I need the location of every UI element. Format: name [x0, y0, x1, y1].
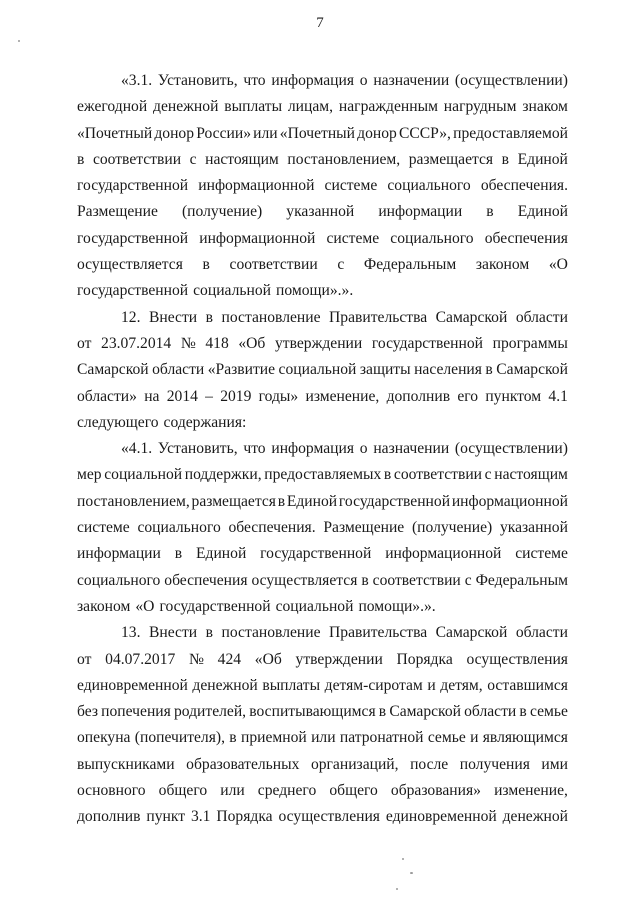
word: предоставляемой [453, 124, 568, 142]
word: настоящим [205, 150, 279, 168]
word: Самарской [435, 308, 508, 326]
word: указанной [286, 203, 355, 221]
word: Порядка [396, 650, 453, 668]
word: или [311, 729, 336, 747]
text-line [77, 515, 568, 541]
word: единовременной [77, 676, 188, 694]
text-line [77, 647, 568, 673]
word: в [277, 492, 286, 510]
text-line [77, 725, 568, 751]
word: денежной [192, 676, 258, 694]
word: что [243, 72, 266, 89]
word: Правительства [329, 624, 428, 642]
word: области [152, 361, 205, 379]
word: ими [541, 755, 568, 773]
paragraph-13 [77, 620, 568, 830]
word: выпускниками [77, 755, 175, 773]
word: с [464, 571, 472, 589]
word: Единой [517, 203, 568, 221]
word: утверждении [295, 650, 383, 668]
word: информации [378, 203, 463, 221]
word: образования» [390, 782, 481, 800]
word: мер [77, 466, 102, 484]
word: помощи».». [358, 597, 436, 615]
word: постановление [221, 624, 321, 642]
word: в [229, 729, 237, 747]
text-line [77, 331, 568, 357]
word: государственной [77, 229, 189, 247]
paragraph-4-1 [77, 436, 568, 620]
text-line [77, 699, 568, 725]
word: лицам, [287, 98, 334, 116]
word: выплаты [224, 98, 283, 116]
text-line [77, 568, 568, 594]
word: размещается [408, 150, 494, 168]
word: области» [77, 387, 137, 405]
text-line [77, 147, 568, 173]
word: и [470, 729, 479, 747]
word: в [205, 308, 214, 326]
word: в [174, 545, 183, 563]
word: соответствии [92, 150, 182, 168]
word: России» [196, 124, 251, 142]
paragraph-3-1 [77, 68, 568, 305]
word: изменение, [494, 782, 568, 800]
word: Федеральным [363, 256, 457, 274]
word: попечения [101, 703, 171, 721]
text-line [77, 778, 568, 804]
word: 3.1 [190, 808, 211, 826]
text-line [77, 384, 568, 410]
word: утверждении [274, 334, 363, 352]
word: Самарской [389, 703, 461, 721]
text-line [77, 121, 568, 147]
word: системе [326, 229, 380, 247]
word: обеспечения. [480, 177, 568, 195]
word: Внести [149, 624, 198, 642]
text-line [77, 673, 568, 699]
word: Правительства [329, 308, 428, 326]
word: системе [515, 545, 568, 563]
word: СССР», [398, 124, 451, 142]
word: или [253, 124, 278, 142]
word: соответствии [372, 571, 461, 589]
word: (получение) [181, 203, 263, 221]
word: (осуществлении) [454, 72, 568, 89]
word: и [427, 676, 436, 694]
word: Самарской [496, 361, 568, 379]
word: после [410, 755, 449, 773]
word: (попечителя), [134, 729, 225, 747]
word: нагрудным [443, 98, 517, 116]
text-line [77, 489, 568, 515]
word: на [144, 387, 160, 405]
word: 13. [121, 624, 141, 642]
word: назначении [373, 72, 450, 89]
word: социального [77, 571, 161, 589]
word: государственной [371, 334, 484, 352]
word: информационной [198, 177, 315, 195]
text-line [77, 462, 568, 488]
word: в [501, 150, 510, 168]
word: среднего [257, 782, 317, 800]
word: в [77, 150, 85, 168]
word: «3.1. [121, 72, 153, 89]
word: государственной [338, 492, 451, 510]
word: информации [77, 545, 161, 563]
text-line [77, 804, 568, 830]
document-body [77, 68, 568, 831]
word: осуществления [466, 650, 568, 668]
word: Самарской [435, 624, 508, 642]
word: выплаты [262, 676, 321, 694]
word: осуществления [278, 808, 380, 826]
word: в [202, 256, 210, 274]
word: детям, [440, 676, 483, 694]
word: семье [427, 729, 466, 747]
word: – [205, 387, 213, 405]
word: Единой [196, 545, 247, 563]
word: № [189, 650, 204, 668]
word: от [77, 650, 92, 668]
word: 4.1 [548, 387, 568, 405]
word: предоставляемых [264, 466, 382, 484]
word: области [464, 703, 517, 721]
word: «О [548, 256, 568, 274]
word: соответствии [229, 256, 318, 274]
word: обеспечения [484, 229, 568, 247]
word: «Почетный [279, 124, 355, 142]
word: 23.07.2014 [101, 334, 172, 352]
word: изменение, [305, 387, 380, 405]
word: ежегодной [77, 98, 148, 116]
word: или [220, 782, 245, 800]
word: в [383, 466, 392, 484]
word: постановлением, [77, 492, 190, 510]
word: Размещение [77, 203, 158, 221]
word: осуществляется [251, 571, 358, 589]
word: с [484, 466, 492, 484]
word: «Об [238, 334, 266, 352]
word: социального [137, 519, 221, 537]
word: Установить, [157, 440, 238, 458]
text-line [77, 94, 568, 120]
word: населения [414, 361, 482, 379]
word: что [243, 440, 266, 458]
word: (получение) [411, 519, 493, 537]
scan-speck [402, 858, 404, 860]
word: государственной [77, 282, 189, 300]
word: обеспечения [164, 571, 248, 589]
word: Порядка [216, 808, 273, 826]
word: организаций, [310, 755, 399, 773]
word: донор [154, 124, 195, 142]
word: детям-сиротам [324, 676, 423, 694]
word: «О [135, 597, 155, 615]
word: защиты [359, 361, 411, 379]
word: в [361, 571, 369, 589]
word: в [486, 203, 494, 221]
word: информация [271, 440, 355, 458]
word: приемной [240, 729, 307, 747]
text-line [77, 541, 568, 567]
word: без [77, 703, 98, 721]
text-line [77, 226, 568, 252]
word: социальной [275, 597, 354, 615]
text-line [77, 68, 568, 94]
text-line [77, 436, 568, 462]
scan-speck [18, 40, 20, 42]
word: основного [77, 782, 146, 800]
word: указанной [499, 519, 568, 537]
word: системе [324, 177, 378, 195]
word: «Почетный [77, 124, 153, 142]
word: в [519, 703, 527, 721]
word: следующего [77, 413, 159, 431]
word: знаком [522, 98, 568, 116]
word: 2014 [166, 387, 198, 405]
word: 12. [121, 308, 141, 326]
word: помощи».». [276, 282, 354, 300]
word: Установить, [157, 72, 238, 89]
word: осуществляется [77, 256, 183, 274]
word: № [180, 334, 196, 352]
word: пунктом [485, 387, 542, 405]
word: семье [529, 703, 568, 721]
word: размещается [191, 492, 276, 510]
word: программы [492, 334, 568, 352]
word: «Об [254, 650, 282, 668]
word: системе [77, 519, 130, 537]
word: Размещение [323, 519, 405, 537]
word: 04.07.2017 [105, 650, 176, 668]
word: 424 [217, 650, 242, 668]
text-line [77, 620, 568, 646]
word: постановление [221, 308, 321, 326]
word: дополнив [77, 808, 141, 826]
word: денежной [502, 808, 568, 826]
word: денежной [153, 98, 219, 116]
word: постановлением, [287, 150, 401, 168]
word: законом [77, 597, 131, 615]
word: настоящим [494, 466, 568, 484]
word: 418 [205, 334, 229, 352]
word: награжденным [338, 98, 438, 116]
word: Внести [149, 308, 198, 326]
word: родителей, [173, 703, 247, 721]
text-line [77, 357, 568, 383]
word: соответствии [393, 466, 483, 484]
word: области [515, 624, 568, 642]
word: образовательных [186, 755, 300, 773]
word: области [515, 308, 568, 326]
word: о [359, 440, 368, 458]
word: опекуна [77, 729, 131, 747]
word: о [359, 72, 368, 89]
word: дополнив [386, 387, 451, 405]
scan-speck [396, 888, 398, 890]
text-line [77, 173, 568, 199]
word: содержания: [163, 413, 247, 431]
word: поддержки, [184, 466, 262, 484]
word: информация [271, 72, 355, 89]
word: социальной [278, 361, 357, 379]
word: Федеральным [475, 571, 568, 589]
word: социальной [193, 282, 271, 300]
word: социального [387, 177, 471, 195]
word: его [457, 387, 479, 405]
paragraph-12 [77, 305, 568, 436]
word: от [77, 334, 92, 352]
text-line [77, 410, 568, 436]
word: информационной [385, 545, 502, 563]
word: государственной [77, 177, 189, 195]
word: с [337, 256, 345, 274]
word: социального [390, 229, 474, 247]
word: годы» [258, 387, 299, 405]
word: (осуществлении) [454, 440, 568, 458]
word: патронатной [339, 729, 424, 747]
word: государственной [159, 597, 271, 615]
text-line [77, 305, 568, 331]
word: государственной [260, 545, 372, 563]
word: в [485, 361, 493, 379]
scan-speck [410, 872, 413, 874]
word: с [189, 150, 197, 168]
word: «4.1. [121, 440, 153, 458]
text-line [77, 199, 568, 225]
word: Единой [517, 150, 568, 168]
text-line [77, 752, 568, 778]
text-line [77, 252, 568, 278]
word: Единой [286, 492, 338, 510]
word: в [378, 703, 387, 721]
word: социальной [104, 466, 183, 484]
word: единовременной [385, 808, 497, 826]
word: воспитывающимся [249, 703, 376, 721]
word: получения [459, 755, 530, 773]
text-line [77, 278, 568, 304]
word: общего [329, 782, 378, 800]
word: оставшимся [487, 676, 568, 694]
text-line [77, 594, 568, 620]
word: 2019 [220, 387, 252, 405]
word: донор [357, 124, 397, 142]
word: обеспечения. [228, 519, 316, 537]
word: являющимся [482, 729, 568, 747]
page-number: 7 [316, 15, 324, 31]
word: «Развитие [207, 361, 276, 379]
word: пункт [146, 808, 186, 826]
word: Самарской [77, 361, 149, 379]
word: информационной [199, 229, 316, 247]
word: назначении [373, 440, 450, 458]
word: в [205, 624, 214, 642]
word: информационной [451, 492, 568, 510]
word: законом [475, 256, 530, 274]
word: общего [158, 782, 208, 800]
